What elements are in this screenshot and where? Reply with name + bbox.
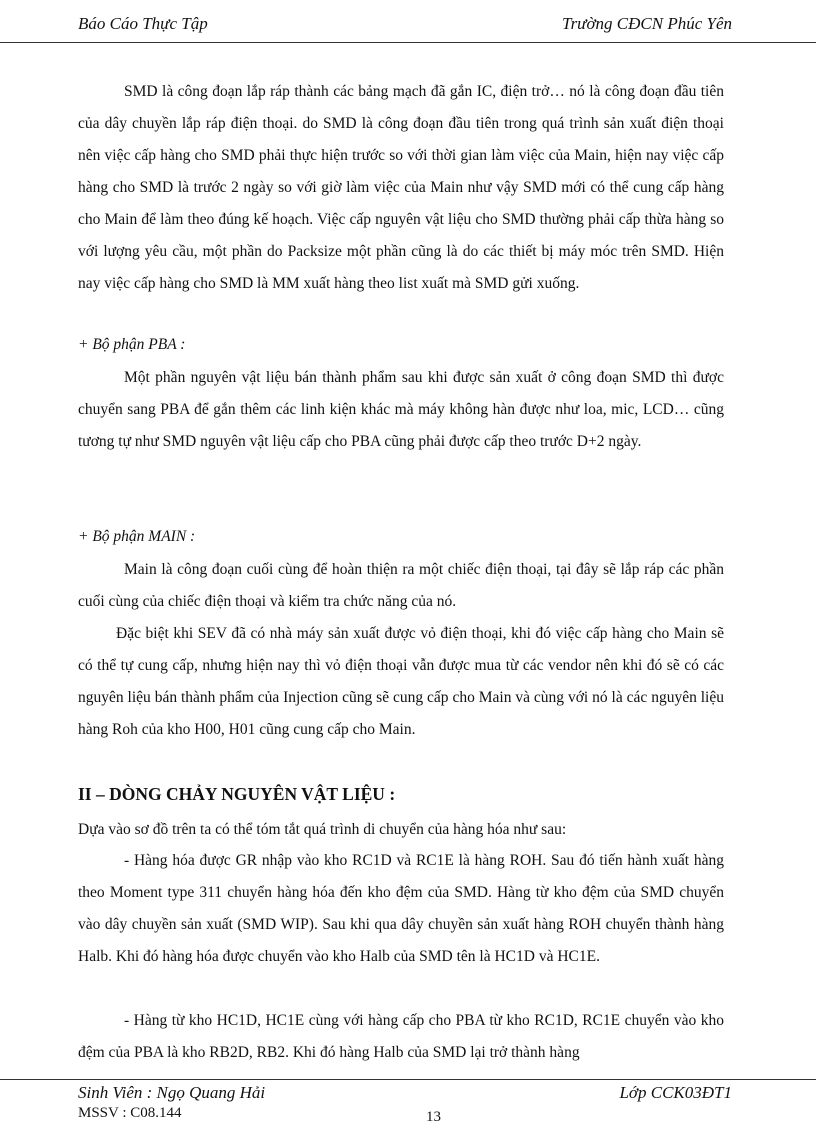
header-rule <box>0 42 816 43</box>
footer-rule <box>0 1079 816 1080</box>
paragraph-step-2: - Hàng từ kho HC1D, HC1E cùng với hàng cấp cho PBA từ kho RC1D, RC1E chuyển vào kho đệm của PBA là kho RB2D, RB2. Khi đó hàng Halb của SMD lại trở thành hàng <box>78 1012 724 1061</box>
footer-mssv: MSSV : C08.144 <box>78 1105 182 1121</box>
paragraph-sev: Đặc biệt khi SEV đã có nhà máy sản xuất được vỏ điện thoại, khi đó việc cấp hàng cho Main sẽ có thể tự cung cấp, nhưng hiện nay thì vỏ điện thoại vẫn được mua từ các vendor nên khi đó sẽ có các nguyên liệu bán thành phẩm của Injection cũng sẽ cung cấp cho Main và cùng với nó là các nguyên liệu hàng Roh của kho H00, H01 cũng cung cấp cho Main. <box>78 625 724 738</box>
header-school-name: Trường CĐCN Phúc Yên <box>562 14 732 33</box>
footer-class: Lớp CCK03ĐT1 <box>619 1083 732 1102</box>
footer-student: Sinh Viên : Ngọ Quang Hải <box>78 1083 266 1102</box>
paragraph-smd: SMD là công đoạn lắp ráp thành các bảng mạch đã gắn IC, điện trở… nó là công đoạn đầu tiên của dây chuyền lắp ráp điện thoại. do SMD là công đoạn đầu tiên trong quá trình sản xuất điện thoại nên việc cấp hàng cho SMD phải thực hiện trước so với thời gian làm việc của Main, hiện nay việc cấp hàng cho SMD là trước 2 ngày so với giờ làm việc của Main như vậy SMD mới có thể cung cấp hàng cho Main để làm theo đúng kế hoạch. Việc cấp nguyên vật liệu cho SMD thường phải cấp thừa hàng so với lượng yêu cầu, một phần do Packsize một phần cũng là do các thiết bị máy móc trên SMD. Hiện nay việc cấp hàng cho SMD là MM xuất hàng theo list xuất mà SMD gửi xuống. <box>78 83 724 292</box>
header-report-title: Báo Cáo Thực Tập <box>78 14 208 33</box>
paragraph-intro: Dựa vào sơ đồ trên ta có thể tóm tắt quá trình di chuyển của hàng hóa như sau: <box>78 821 567 838</box>
label-main: + Bộ phận MAIN : <box>78 528 196 545</box>
page-number: 13 <box>426 1109 441 1125</box>
paragraph-main: Main là công đoạn cuối cùng để hoàn thiện ra một chiếc điện thoại, tại đây sẽ lắp ráp các phần cuối cùng của chiếc điện thoại và kiểm tra chức năng của nó. <box>78 561 724 610</box>
paragraph-pba: Một phần nguyên vật liệu bán thành phẩm sau khi được sản xuất ở công đoạn SMD thì được chuyển sang PBA để gắn thêm các linh kiện khác mà máy không hàn được như loa, mic, LCD… cũng tương tự như SMD nguyên vật liệu cấp cho PBA cũng phải được cấp theo trước D+2 ngày. <box>78 369 724 450</box>
label-pba: + Bộ phận PBA : <box>78 336 186 353</box>
paragraph-step-1: - Hàng hóa được GR nhập vào kho RC1D và RC1E là hàng ROH. Sau đó tiến hành xuất hàng theo Moment type 311 chuyển hàng hóa đến kho đệm của SMD. Hàng từ kho đệm của SMD chuyển vào dây chuyền sản xuất (SMD WIP). Sau khi qua dây chuyền sản xuất hàng ROH chuyển thành hàng Halb. Khi đó hàng hóa được chuyển vào kho Halb của SMD tên là HC1D và HC1E. <box>78 852 724 965</box>
section-heading: II – DÒNG CHẢY NGUYÊN VẬT LIỆU : <box>78 784 396 804</box>
